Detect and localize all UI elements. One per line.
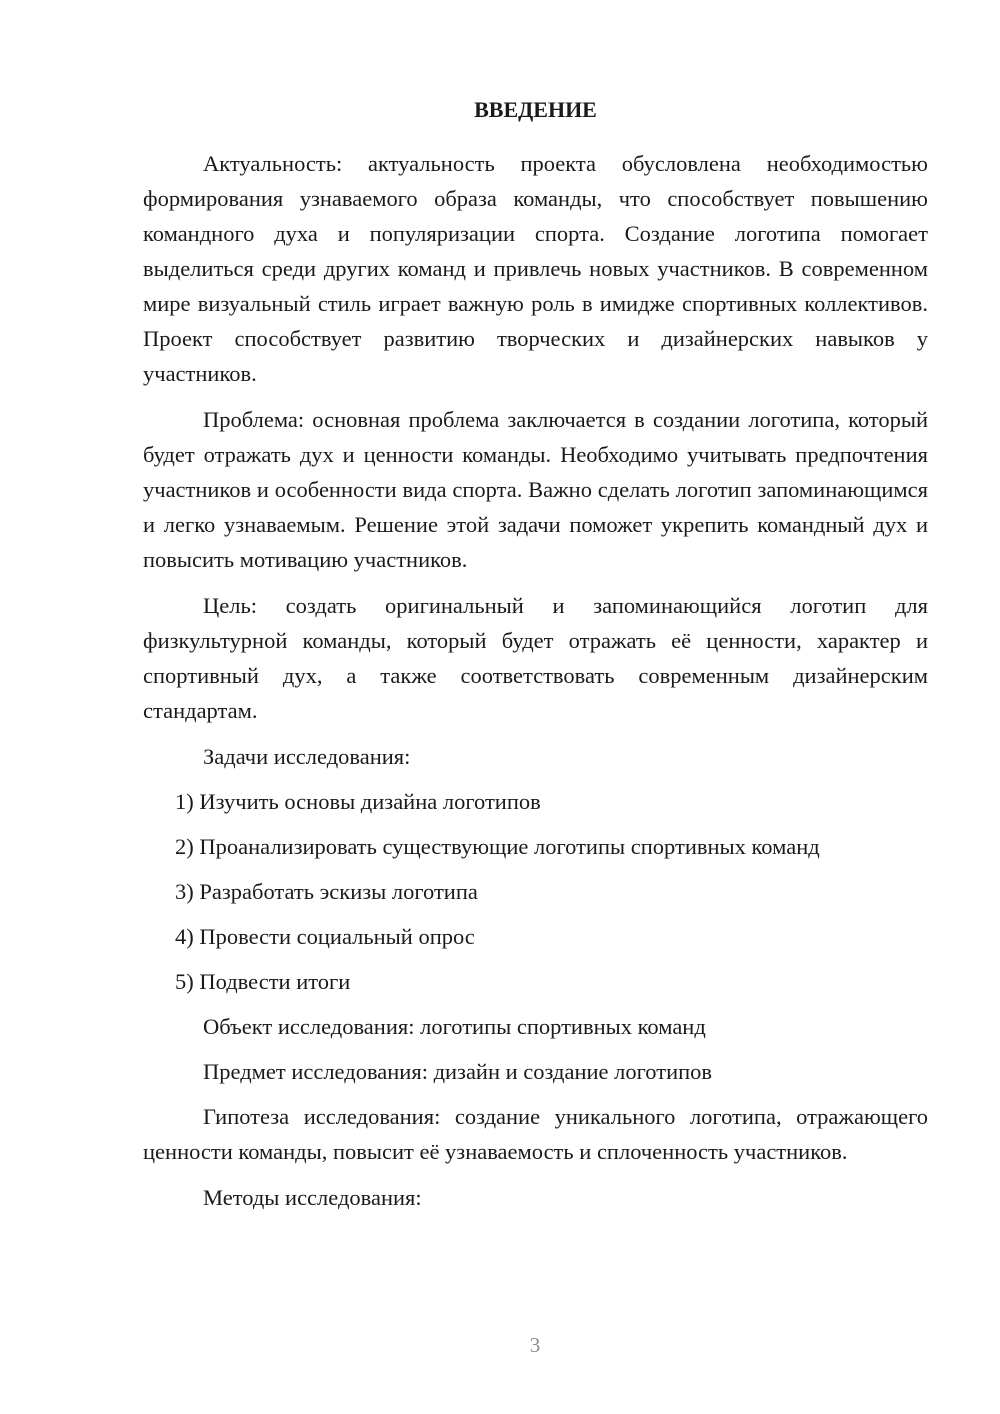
page-number: 3 [529,1333,541,1357]
hypothesis-paragraph: Гипотеза исследования: создание уникального логотипа, отражающего ценности команды, повысит её узнаваемость и сплоченность участников. [143,1104,928,1164]
tasks-list [143,784,928,999]
methods-heading: Методы исследования: [203,1185,422,1210]
task-item: 1) Изучить основы дизайна логотипов [175,789,541,814]
goal-paragraph: Цель: создать оригинальный и запоминающийся логотип для физкультурной команды, который будет отражать её ценности, характер и спортивный дух, а также соответствовать современным дизайнерским стандартам. [143,593,928,723]
relevance-paragraph: Актуальность: актуальность проекта обусловлена необходимостью формирования узнаваемого образа команды, что способствует повышению командного духа и популяризации спорта. Создание логотипа помогает выделиться среди других команд и привлечь новых участников. В современном мире визуальный стиль играет важную роль в имидже спортивных коллективов. Проект способствует развитию творческих и дизайнерских навыков у участников. [143,151,928,386]
document-page [143,92,928,1225]
task-item: 4) Провести социальный опрос [175,924,475,949]
problem-paragraph: Проблема: основная проблема заключается в создании логотипа, который будет отражать дух и ценности команды. Необходимо учитывать предпочтения участников и особенности вида спорта. Важно сделать логотип запоминающимся и легко узнаваемым. Решение этой задачи поможет укрепить командный дух и повысить мотивацию участников. [143,407,928,572]
task-item: 3) Разработать эскизы логотипа [175,879,478,904]
task-item: 2) Проанализировать существующие логотипы спортивных команд [175,834,820,859]
subject-line: Предмет исследования: дизайн и создание логотипов [203,1059,713,1084]
object-line: Объект исследования: логотипы спортивных команд [203,1014,706,1039]
tasks-heading: Задачи исследования: [203,744,411,769]
task-item: 5) Подвести итоги [175,969,351,994]
section-title: ВВЕДЕНИЕ [474,97,597,122]
